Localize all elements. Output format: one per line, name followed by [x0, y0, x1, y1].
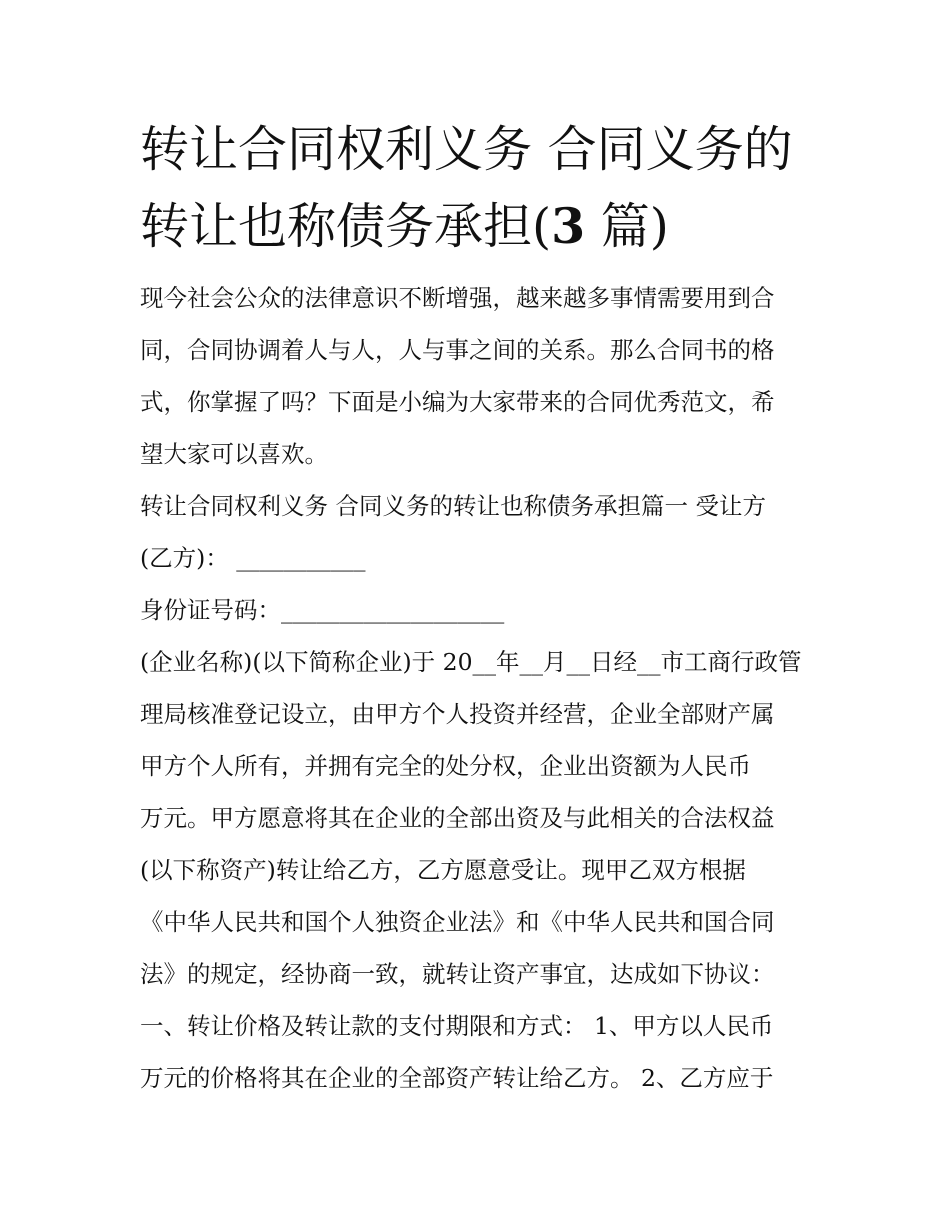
body-line: 甲方个人所有，并拥有完全的处分权，企业出资额为人民币 — [140, 752, 751, 780]
body-line: (企业名称)(以下简称企业)于 20__年__月__日经__市工商行政管 — [140, 648, 802, 676]
body-line: 万元。甲方愿意将其在企业的全部出资及与此相关的合法权益 — [140, 804, 775, 832]
body-line: (乙方)： ___________ — [140, 544, 366, 572]
document-title — [140, 112, 820, 265]
body-line: 身份证号码：___________________ — [140, 596, 505, 624]
body-line: 同，合同协调着人与人，人与事之间的关系。那么合同书的格 — [140, 336, 775, 364]
title-line-2-number: 3 — [551, 197, 586, 255]
body-line: 式，你掌握了吗？下面是小编为大家带来的合同优秀范文，希 — [140, 388, 775, 416]
body-line: 理局核准登记设立，由甲方个人投资并经营，企业全部财产属 — [140, 700, 775, 728]
title-line-2 — [140, 188, 820, 265]
body-line: 现今社会公众的法律意识不断增强，越来越多事情需要用到合 — [140, 284, 775, 312]
title-line-2-prefix: 转让也称债务承担( — [140, 198, 552, 255]
title-line-1: 转让合同权利义务 合同义务的 — [140, 121, 793, 178]
body-line: 《中华人民共和国个人独资企业法》和《中华人民共和国合同 — [140, 908, 775, 936]
body-line: (以下称资产)转让给乙方，乙方愿意受让。现甲乙双方根据 — [140, 856, 746, 884]
body-line: 转让合同权利义务 合同义务的转让也称债务承担篇一 受让方 — [140, 492, 766, 520]
title-line-2-suffix: 篇) — [585, 198, 669, 255]
body-line: 望大家可以喜欢。 — [140, 440, 328, 468]
document-body — [140, 272, 820, 1104]
body-line: 万元的价格将其在企业的全部资产转让给乙方。 2、乙方应于 — [140, 1064, 774, 1092]
body-line: 法》的规定，经协商一致，就转让资产事宜，达成如下协议： — [140, 960, 775, 988]
body-line: 一、转让价格及转让款的支付期限和方式： 1、甲方以人民币 — [140, 1012, 774, 1040]
